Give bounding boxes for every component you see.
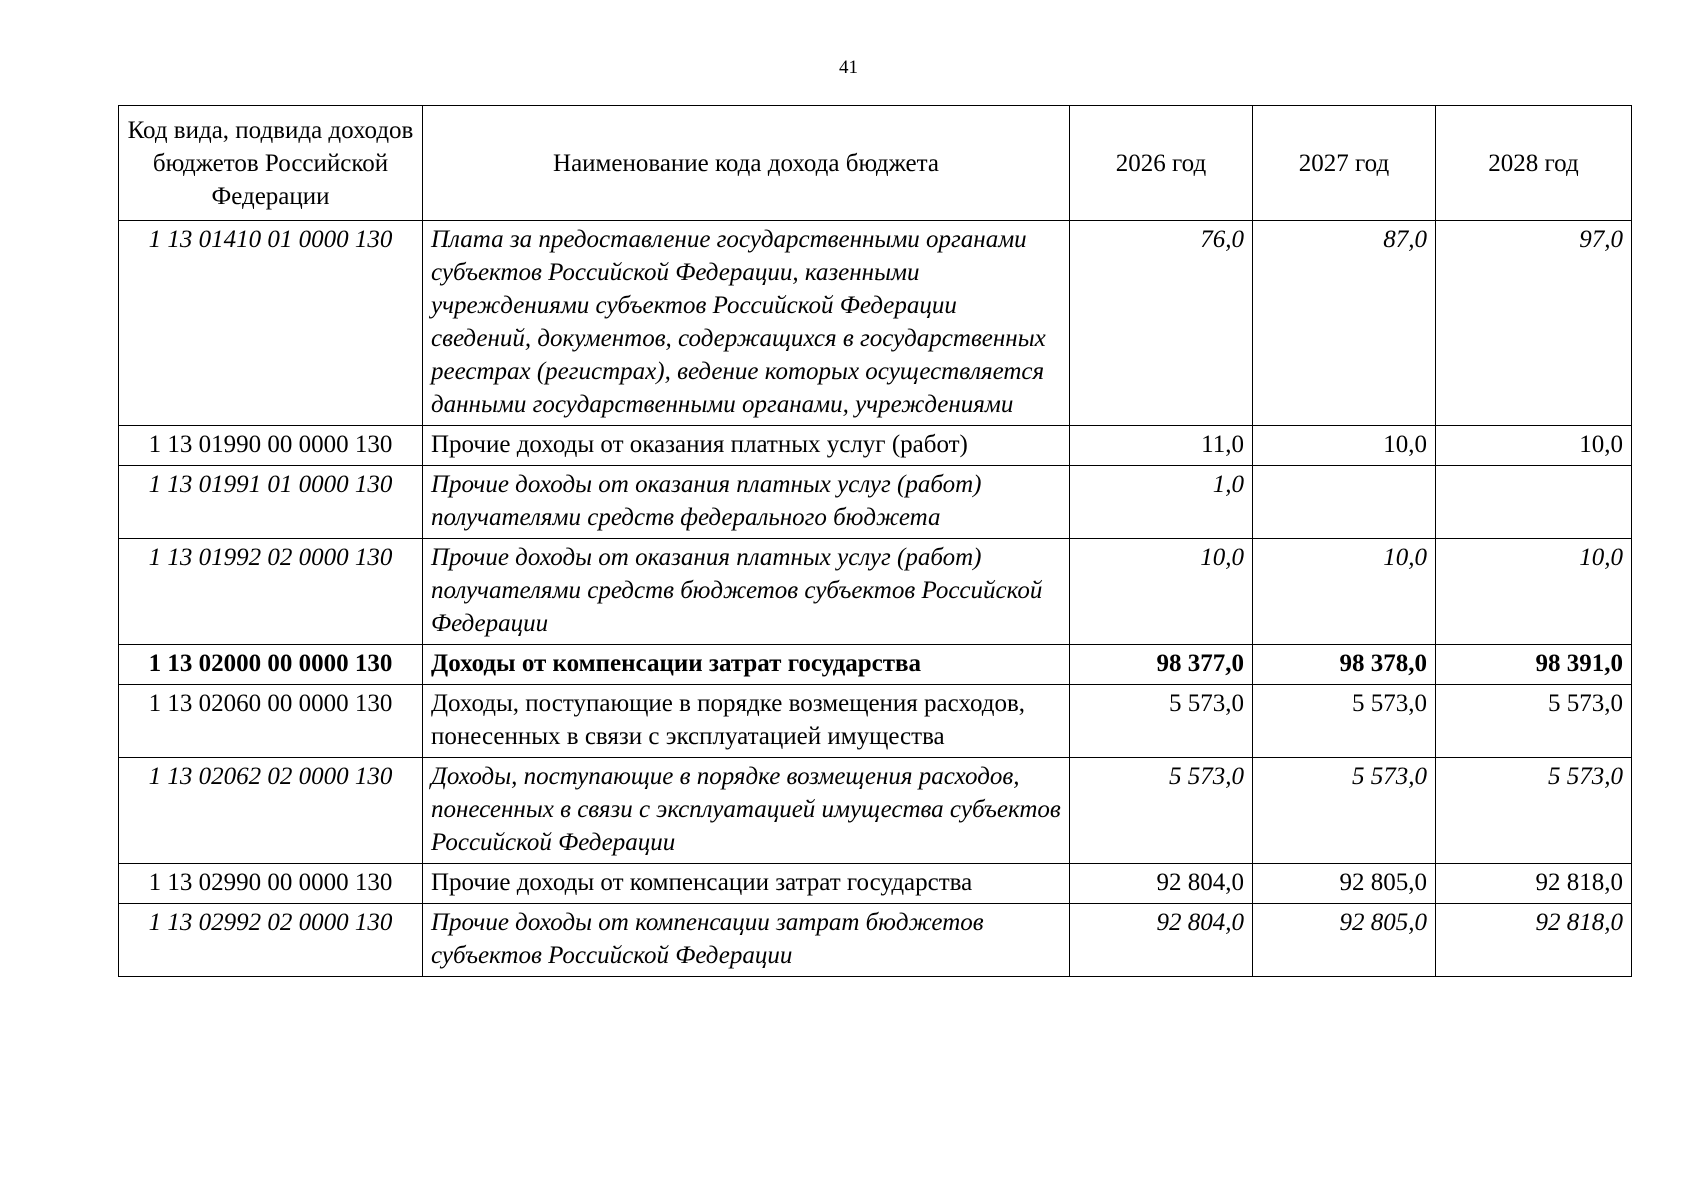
cell-name: Плата за предоставление государственными органами субъектов Российской Федерации, казенными учреждениями субъектов Российской Федерации сведений, документов, содержащихся в государственных реестрах (регистрах), ведение которых осуществляется данными государственными органами, учреждениями <box>423 221 1070 426</box>
cell-2026: 98 377,0 <box>1070 645 1253 685</box>
cell-2028: 5 573,0 <box>1436 685 1632 758</box>
cell-code: 1 13 01410 01 0000 130 <box>119 221 423 426</box>
cell-2028: 10,0 <box>1436 539 1632 645</box>
cell-2027: 10,0 <box>1253 426 1436 466</box>
revenue-table <box>118 105 1632 977</box>
header-2026: 2026 год <box>1070 106 1253 221</box>
cell-2027: 87,0 <box>1253 221 1436 426</box>
cell-name: Прочие доходы от оказания платных услуг (работ) <box>423 426 1070 466</box>
table-header <box>119 106 1632 221</box>
cell-name: Прочие доходы от компенсации затрат государства <box>423 864 1070 904</box>
cell-2026: 5 573,0 <box>1070 758 1253 864</box>
header-name: Наименование кода дохода бюджета <box>423 106 1070 221</box>
header-2027: 2027 год <box>1253 106 1436 221</box>
cell-name: Прочие доходы от оказания платных услуг (работ) получателями средств федерального бюджета <box>423 466 1070 539</box>
cell-name: Доходы, поступающие в порядке возмещения расходов, понесенных в связи с эксплуатацией имущества субъектов Российской Федерации <box>423 758 1070 864</box>
cell-code: 1 13 01990 00 0000 130 <box>119 426 423 466</box>
table-row <box>119 904 1632 977</box>
cell-code: 1 13 02062 02 0000 130 <box>119 758 423 864</box>
cell-code: 1 13 02990 00 0000 130 <box>119 864 423 904</box>
cell-2028: 92 818,0 <box>1436 864 1632 904</box>
cell-2026: 1,0 <box>1070 466 1253 539</box>
cell-2028: 92 818,0 <box>1436 904 1632 977</box>
header-row <box>119 106 1632 221</box>
header-code: Код вида, подвида доходов бюджетов Российской Федерации <box>119 106 423 221</box>
cell-2026: 11,0 <box>1070 426 1253 466</box>
table-row <box>119 685 1632 758</box>
cell-2028: 97,0 <box>1436 221 1632 426</box>
cell-2027 <box>1253 466 1436 539</box>
cell-2026: 92 804,0 <box>1070 904 1253 977</box>
cell-code: 1 13 01992 02 0000 130 <box>119 539 423 645</box>
cell-2026: 76,0 <box>1070 221 1253 426</box>
cell-code: 1 13 01991 01 0000 130 <box>119 466 423 539</box>
cell-2028: 98 391,0 <box>1436 645 1632 685</box>
cell-2027: 92 805,0 <box>1253 904 1436 977</box>
table-row <box>119 221 1632 426</box>
cell-2026: 10,0 <box>1070 539 1253 645</box>
table-row <box>119 466 1632 539</box>
cell-code: 1 13 02060 00 0000 130 <box>119 685 423 758</box>
cell-2027: 5 573,0 <box>1253 685 1436 758</box>
cell-2026: 92 804,0 <box>1070 864 1253 904</box>
table-body <box>119 221 1632 977</box>
page-number: 41 <box>839 57 858 78</box>
header-2028: 2028 год <box>1436 106 1632 221</box>
cell-code: 1 13 02000 00 0000 130 <box>119 645 423 685</box>
cell-name: Прочие доходы от компенсации затрат бюджетов субъектов Российской Федерации <box>423 904 1070 977</box>
cell-code: 1 13 02992 02 0000 130 <box>119 904 423 977</box>
cell-2027: 98 378,0 <box>1253 645 1436 685</box>
cell-2028 <box>1436 466 1632 539</box>
cell-2027: 5 573,0 <box>1253 758 1436 864</box>
cell-2028: 5 573,0 <box>1436 758 1632 864</box>
table-row <box>119 864 1632 904</box>
cell-2027: 92 805,0 <box>1253 864 1436 904</box>
cell-name: Прочие доходы от оказания платных услуг (работ) получателями средств бюджетов субъектов Российской Федерации <box>423 539 1070 645</box>
table-row <box>119 645 1632 685</box>
table-row <box>119 426 1632 466</box>
cell-name: Доходы, поступающие в порядке возмещения расходов, понесенных в связи с эксплуатацией имущества <box>423 685 1070 758</box>
cell-2028: 10,0 <box>1436 426 1632 466</box>
cell-2026: 5 573,0 <box>1070 685 1253 758</box>
cell-2027: 10,0 <box>1253 539 1436 645</box>
cell-name: Доходы от компенсации затрат государства <box>423 645 1070 685</box>
table-row <box>119 758 1632 864</box>
table-row <box>119 539 1632 645</box>
